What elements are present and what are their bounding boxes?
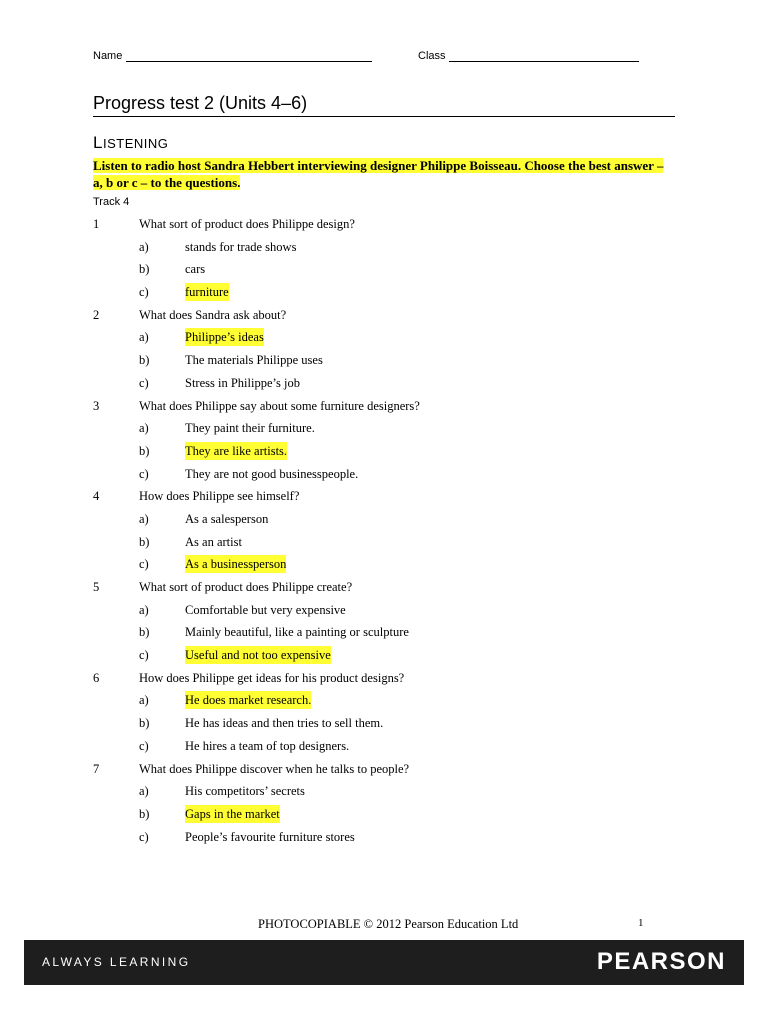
answer-text-highlighted: furniture [185,285,229,300]
answer-letter: c) [139,557,149,572]
class-field-line[interactable] [449,61,639,62]
answer-letter: a) [139,330,149,345]
answer-letter: b) [139,262,150,277]
answer-letter: b) [139,806,150,821]
answer-option[interactable] [93,828,693,851]
answer-text-highlighted: As a businessperson [185,557,287,572]
section-heading [93,133,168,153]
name-class-row [93,48,653,66]
name-label: Name [93,50,123,62]
answer-text: They paint their furniture. [185,421,315,436]
question-6 [93,669,693,692]
answer-letter: a) [139,784,149,799]
answer-option[interactable] [93,328,693,351]
question-2 [93,306,693,329]
question-text: What does Philippe discover when he talks to people? [139,761,410,776]
question-text: What does Sandra ask about? [139,307,287,322]
answer-letter: a) [139,602,149,617]
answer-text: His competitors’ secrets [185,784,305,799]
question-text: What does Philippe say about some furniture designers? [139,398,420,413]
answer-letter: c) [139,648,149,663]
answer-letter: b) [139,716,150,731]
track-label: Track 4 [93,196,130,208]
answer-text: Comfortable but very expensive [185,602,346,617]
section-heading-initial: L [93,133,103,152]
footer-copyright: PHOTOCOPIABLE © 2012 Pearson Education Ltd [258,917,519,931]
answer-option[interactable] [93,805,693,828]
answer-option[interactable] [93,691,693,714]
answer-text: He has ideas and then tries to sell them. [185,716,384,731]
question-number: 7 [93,761,100,776]
question-number: 4 [93,489,100,504]
answer-letter: a) [139,693,149,708]
answer-option[interactable] [93,374,693,397]
question-number: 1 [93,217,100,231]
answer-letter: a) [139,239,149,254]
question-number: 2 [93,307,100,322]
answer-option[interactable] [93,533,693,556]
answer-text: He hires a team of top designers. [185,738,350,753]
page-title: Progress test 2 (Units 4–6) [93,92,675,117]
class-label: Class [418,50,446,62]
answer-text: They are not good businesspeople. [185,466,359,481]
pearson-logo: PEARSON [596,948,726,975]
question-4 [93,487,693,510]
question-number: 3 [93,398,100,413]
answer-text: Stress in Philippe’s job [185,375,300,390]
answer-letter: c) [139,738,149,753]
answer-text: As an artist [185,534,242,549]
answer-letter: a) [139,421,149,436]
question-5 [93,578,693,601]
answer-letter: a) [139,511,149,526]
question-text: What sort of product does Philippe design? [139,217,355,231]
answer-text-highlighted: He does market research. [185,693,312,708]
answer-option[interactable] [93,601,693,624]
answer-text: Mainly beautiful, like a painting or sculpture [185,625,409,640]
answer-option[interactable] [93,238,693,261]
answer-letter: c) [139,285,149,300]
question-text: How does Philippe see himself? [139,489,300,504]
instructions-text: Listen to radio host Sandra Hebbert interviewing designer Philippe Boisseau. Choose the best answer – a, b or c – to the questions. [93,158,664,190]
tagline: ALWAYS LEARNING [42,955,191,969]
question-7 [93,760,693,783]
answer-text-highlighted: Gaps in the market [185,806,280,821]
page-number: 1 [638,917,644,929]
answer-text-highlighted: Philippe’s ideas [185,330,264,345]
answer-option[interactable] [93,737,693,760]
question-number: 6 [93,670,100,685]
answer-option[interactable] [93,283,693,306]
answer-option[interactable] [93,419,693,442]
answer-letter: c) [139,466,149,481]
answer-letter: b) [139,625,150,640]
section-heading-rest: ISTENING [102,136,169,151]
answer-text: cars [185,262,206,277]
answer-text: stands for trade shows [185,239,297,254]
question-number: 5 [93,580,100,594]
answer-letter: b) [139,443,150,458]
question-list [93,215,693,850]
question-3 [93,397,693,420]
question-1 [93,215,693,238]
instructions [93,157,673,191]
answer-text: The materials Philippe uses [185,353,323,368]
name-field-line[interactable] [126,61,372,62]
answer-option[interactable] [93,782,693,805]
answer-option[interactable] [93,465,693,488]
answer-option[interactable] [93,623,693,646]
answer-option[interactable] [93,555,693,578]
answer-text: As a salesperson [185,511,269,526]
answer-letter: c) [139,829,149,844]
answer-option[interactable] [93,351,693,374]
answer-letter: c) [139,375,149,390]
answer-option[interactable] [93,714,693,737]
answer-letter: b) [139,353,150,368]
question-text: How does Philippe get ideas for his product designs? [139,670,405,685]
answer-option[interactable] [93,510,693,533]
question-text: What sort of product does Philippe create? [139,580,353,594]
answer-text: People’s favourite furniture stores [185,829,355,844]
answer-option[interactable] [93,646,693,669]
brand-band [24,940,744,985]
answer-text-highlighted: Useful and not too expensive [185,648,331,663]
answer-letter: b) [139,534,150,549]
answer-option[interactable] [93,260,693,283]
answer-text-highlighted: They are like artists. [185,443,288,458]
answer-option[interactable] [93,442,693,465]
